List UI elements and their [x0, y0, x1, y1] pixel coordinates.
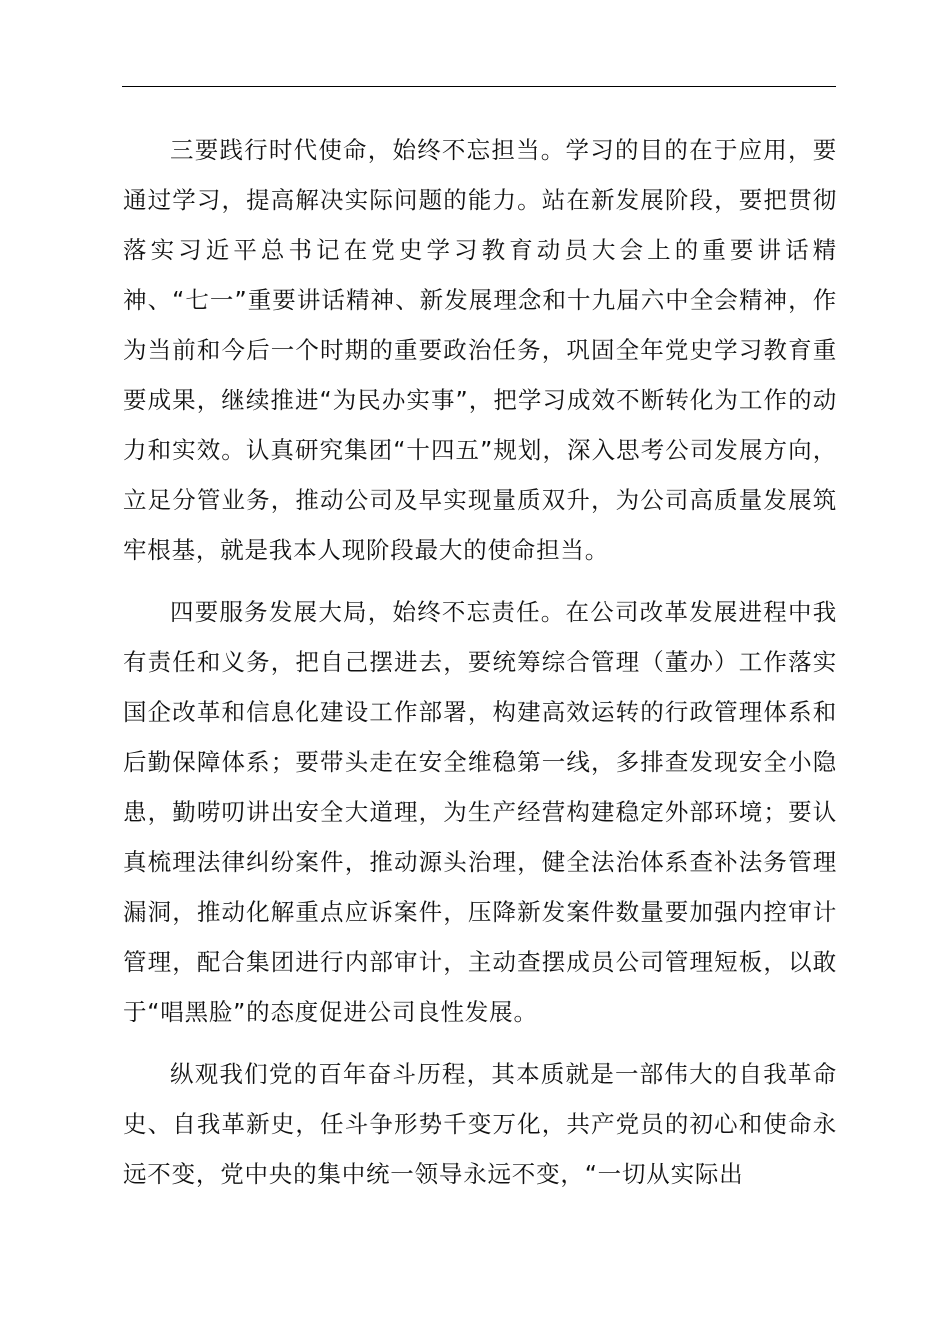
document-body	[123, 125, 837, 1199]
header-rule	[122, 86, 836, 87]
paragraph-party-history: 纵观我们党的百年奋斗历程，其本质就是一部伟大的自我革命史、自我革新史，任斗争形势千变万化，共产党员的初心和使命永远不变，党中央的集中统一领导永远不变，“一切从实际出	[123, 1060, 837, 1188]
paragraph-serve-development: 四要服务发展大局，始终不忘责任。在公司改革发展进程中我有责任和义务，把自己摆进去，要统筹综合管理（董办）工作落实国企改革和信息化建设工作部署，构建高效运转的行政管理体系和后勤保障体系；要带头走在安全维稳第一线，多排查发现安全小隐患，勤唠叨讲出安全大道理，为生产经营构建稳定外部环境；要认真梳理法律纠纷案件，推动源头治理，健全法治体系查补法务管理漏洞，推动化解重点应诉案件，压降新发案件数量要加强内控审计管理，配合集团进行内部审计，主动查摆成员公司管理短板，以敢于“唱黑脸”的态度促进公司良性发展。	[123, 598, 837, 1026]
paragraph-duty-mission: 三要践行时代使命，始终不忘担当。学习的目的在于应用，要通过学习，提高解决实际问题的能力。站在新发展阶段，要把贯彻落实习近平总书记在党史学习教育动员大会上的重要讲话精神、“七一”重要讲话精神、新发展理念和十九届六中全会精神，作为当前和今后一个时期的重要政治任务，巩固全年党史学习教育重要成果，继续推进“为民办实事”，把学习成效不断转化为工作的动力和实效。认真研究集团“十四五”规划，深入思考公司发展方向，立足分管业务，推动公司及早实现量质双升，为公司高质量发展筑牢根基，就是我本人现阶段最大的使命担当。	[123, 136, 837, 564]
